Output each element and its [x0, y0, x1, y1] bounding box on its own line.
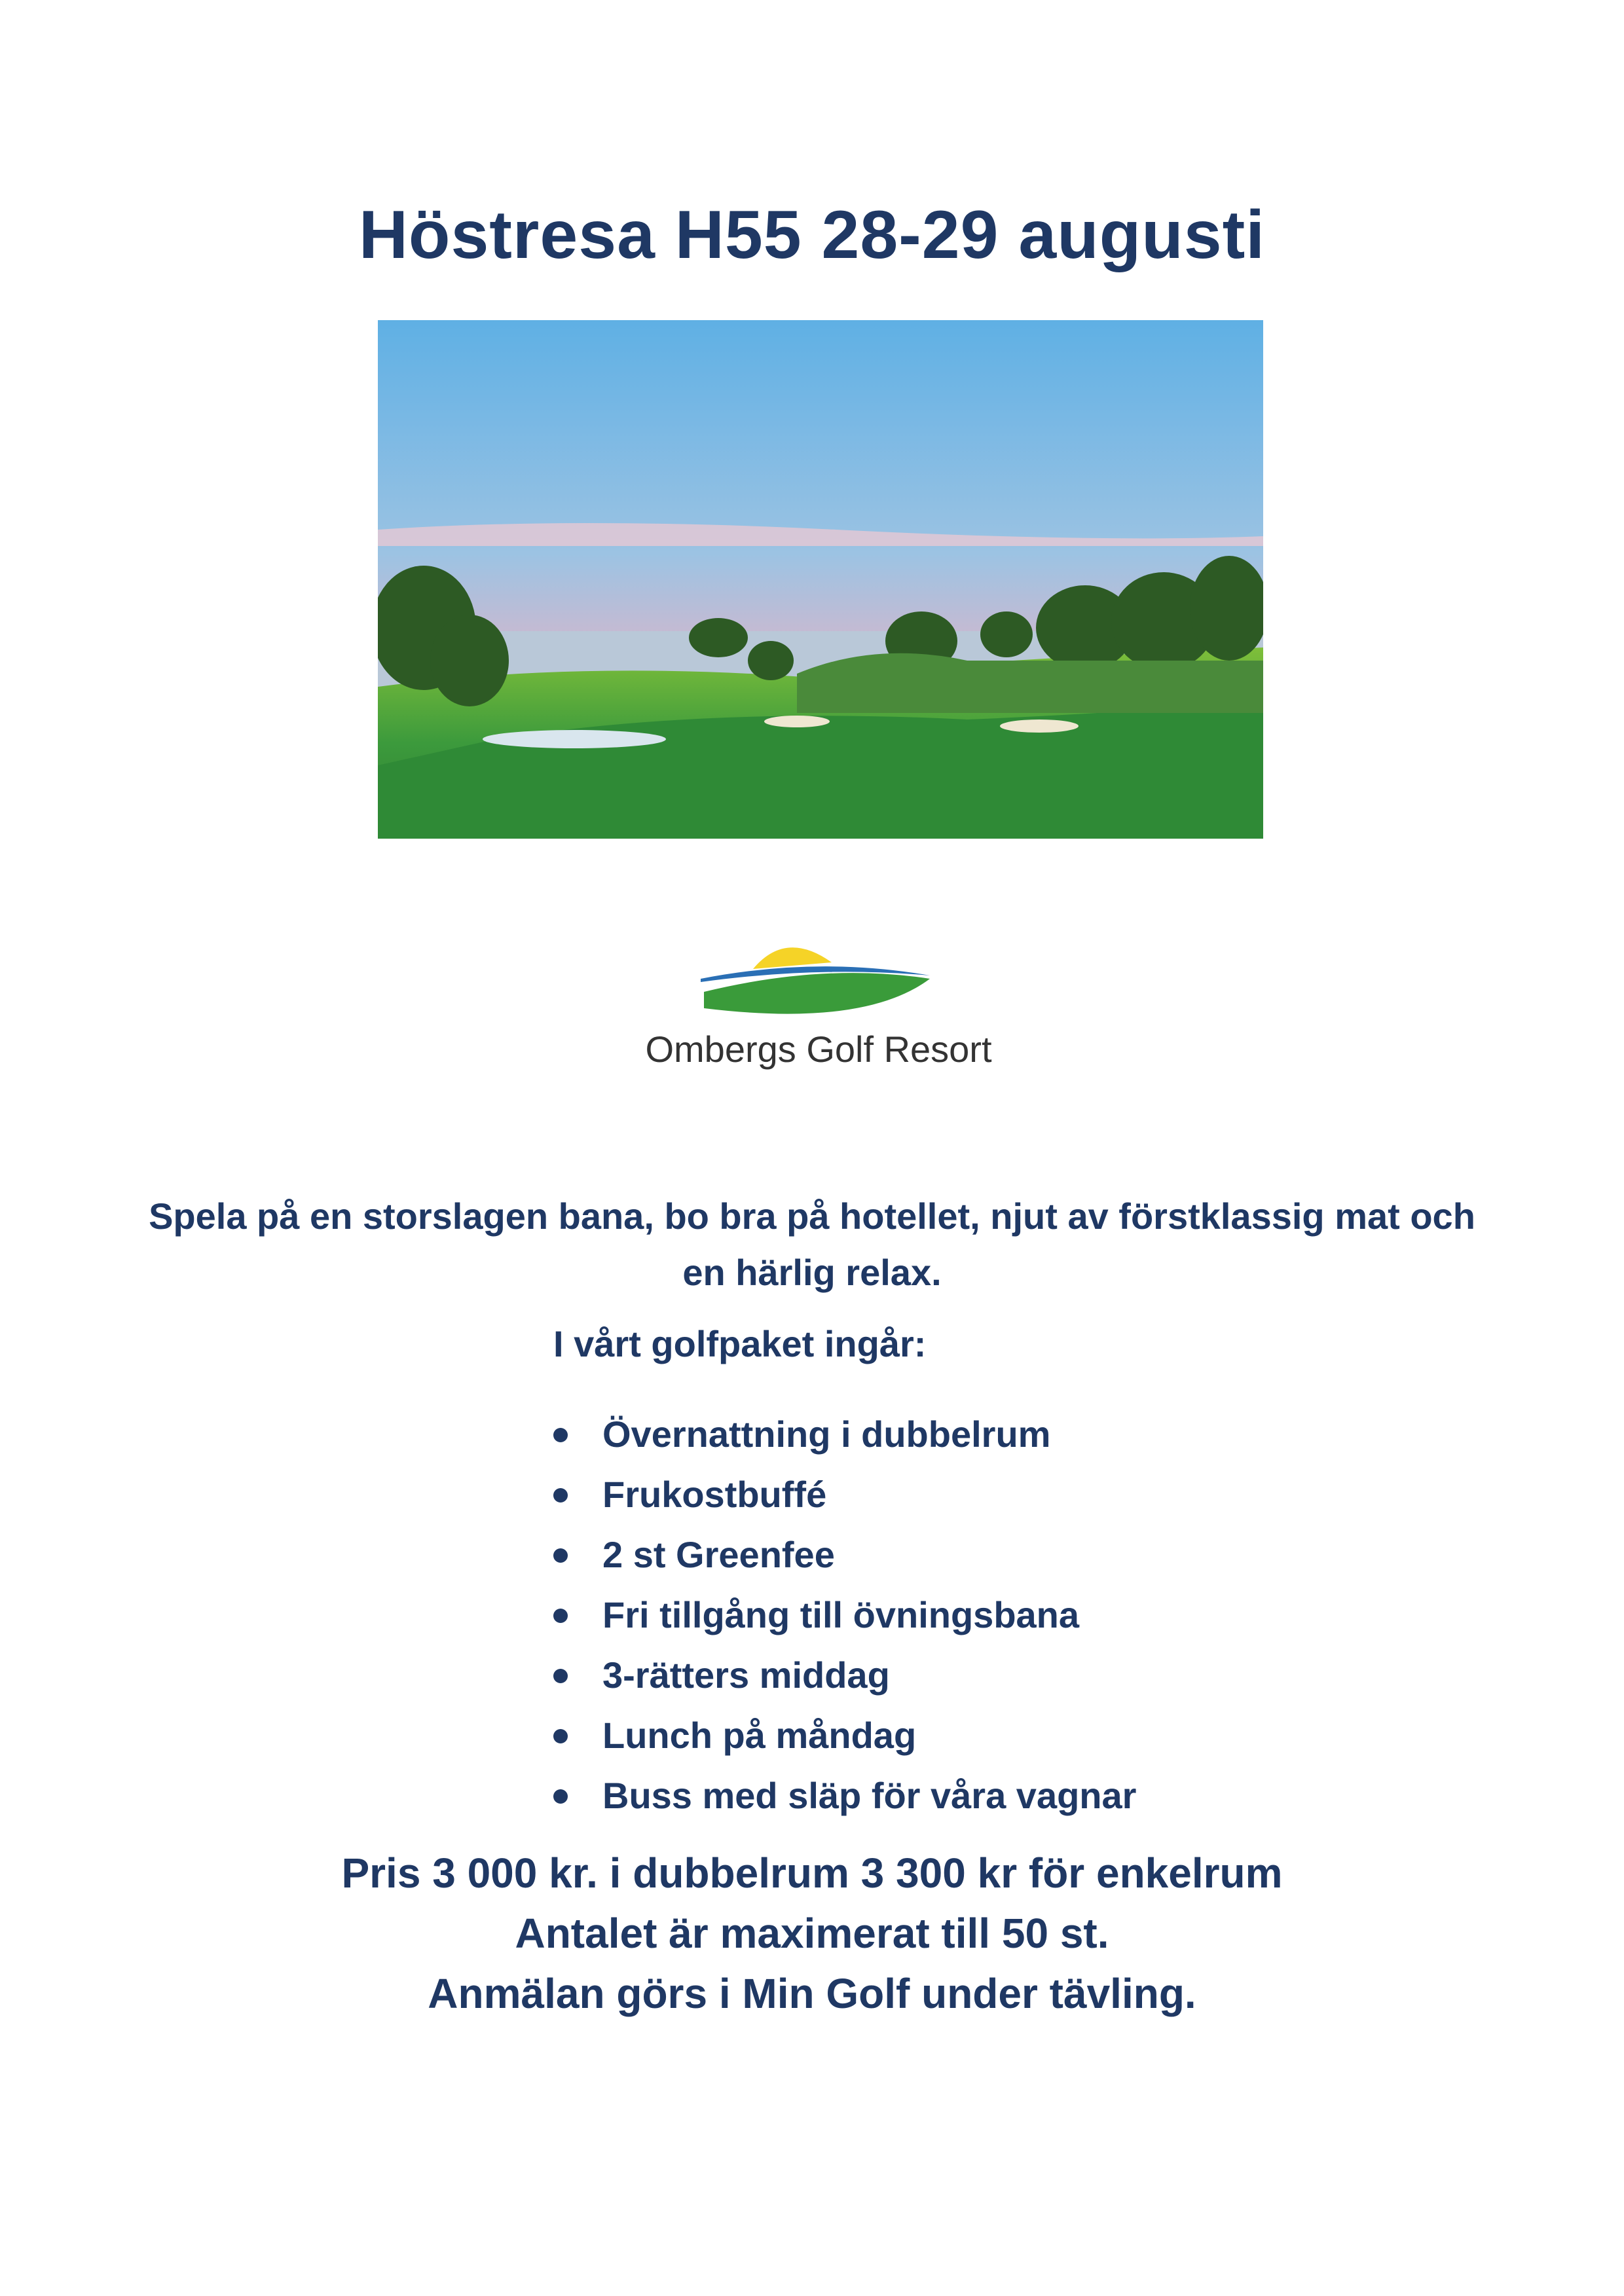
list-item-text: Frukostbuffé	[602, 1474, 827, 1515]
footer-info	[0, 1843, 1624, 2024]
list-item-text: Lunch på måndag	[602, 1715, 917, 1756]
list-item	[553, 1766, 1136, 1826]
list-item-text: 3-rätters middag	[602, 1654, 890, 1696]
price-text: Pris 3 000 kr. i dubbelrum 3 300 kr för enkelrum	[341, 1850, 1283, 1897]
bullet-icon	[553, 1729, 568, 1743]
bullet-icon	[553, 1428, 568, 1442]
capacity-text: Antalet är maximerat till 50 st.	[515, 1910, 1109, 1957]
golf-course-landscape-photo	[378, 320, 1263, 839]
golf-course-photo	[378, 320, 1263, 839]
list-item	[553, 1465, 1136, 1525]
bullet-icon	[553, 1609, 568, 1623]
list-item	[553, 1705, 1136, 1766]
list-item-text: Fri tillgång till övningsbana	[602, 1594, 1080, 1635]
resort-logo	[589, 930, 1048, 1080]
list-item-text: Övernattning i dubbelrum	[602, 1413, 1051, 1455]
resort-logo-text: Ombergs Golf Resort	[645, 1029, 992, 1070]
signup-text: Anmälan görs i Min Golf under tävling.	[428, 1970, 1196, 2017]
list-item	[553, 1404, 1136, 1465]
list-item-text: Buss med släp för våra vagnar	[602, 1775, 1137, 1816]
bullet-icon	[553, 1669, 568, 1683]
package-list	[553, 1404, 1136, 1826]
intro-text: Spela på en storslagen bana, bo bra på hotellet, njut av förstklassig mat och en härlig relax.	[149, 1195, 1475, 1293]
list-item	[553, 1525, 1136, 1585]
page-title: Höstresa H55 28-29 augusti	[358, 197, 1266, 273]
bullet-icon	[553, 1789, 568, 1804]
bullet-icon	[553, 1488, 568, 1503]
resort-logo-mark	[589, 930, 1048, 1028]
list-item	[553, 1645, 1136, 1705]
package-heading: I vårt golfpaket ingår:	[553, 1323, 927, 1364]
list-item	[553, 1585, 1136, 1645]
list-item-text: 2 st Greenfee	[602, 1534, 835, 1575]
bullet-icon	[553, 1548, 568, 1563]
